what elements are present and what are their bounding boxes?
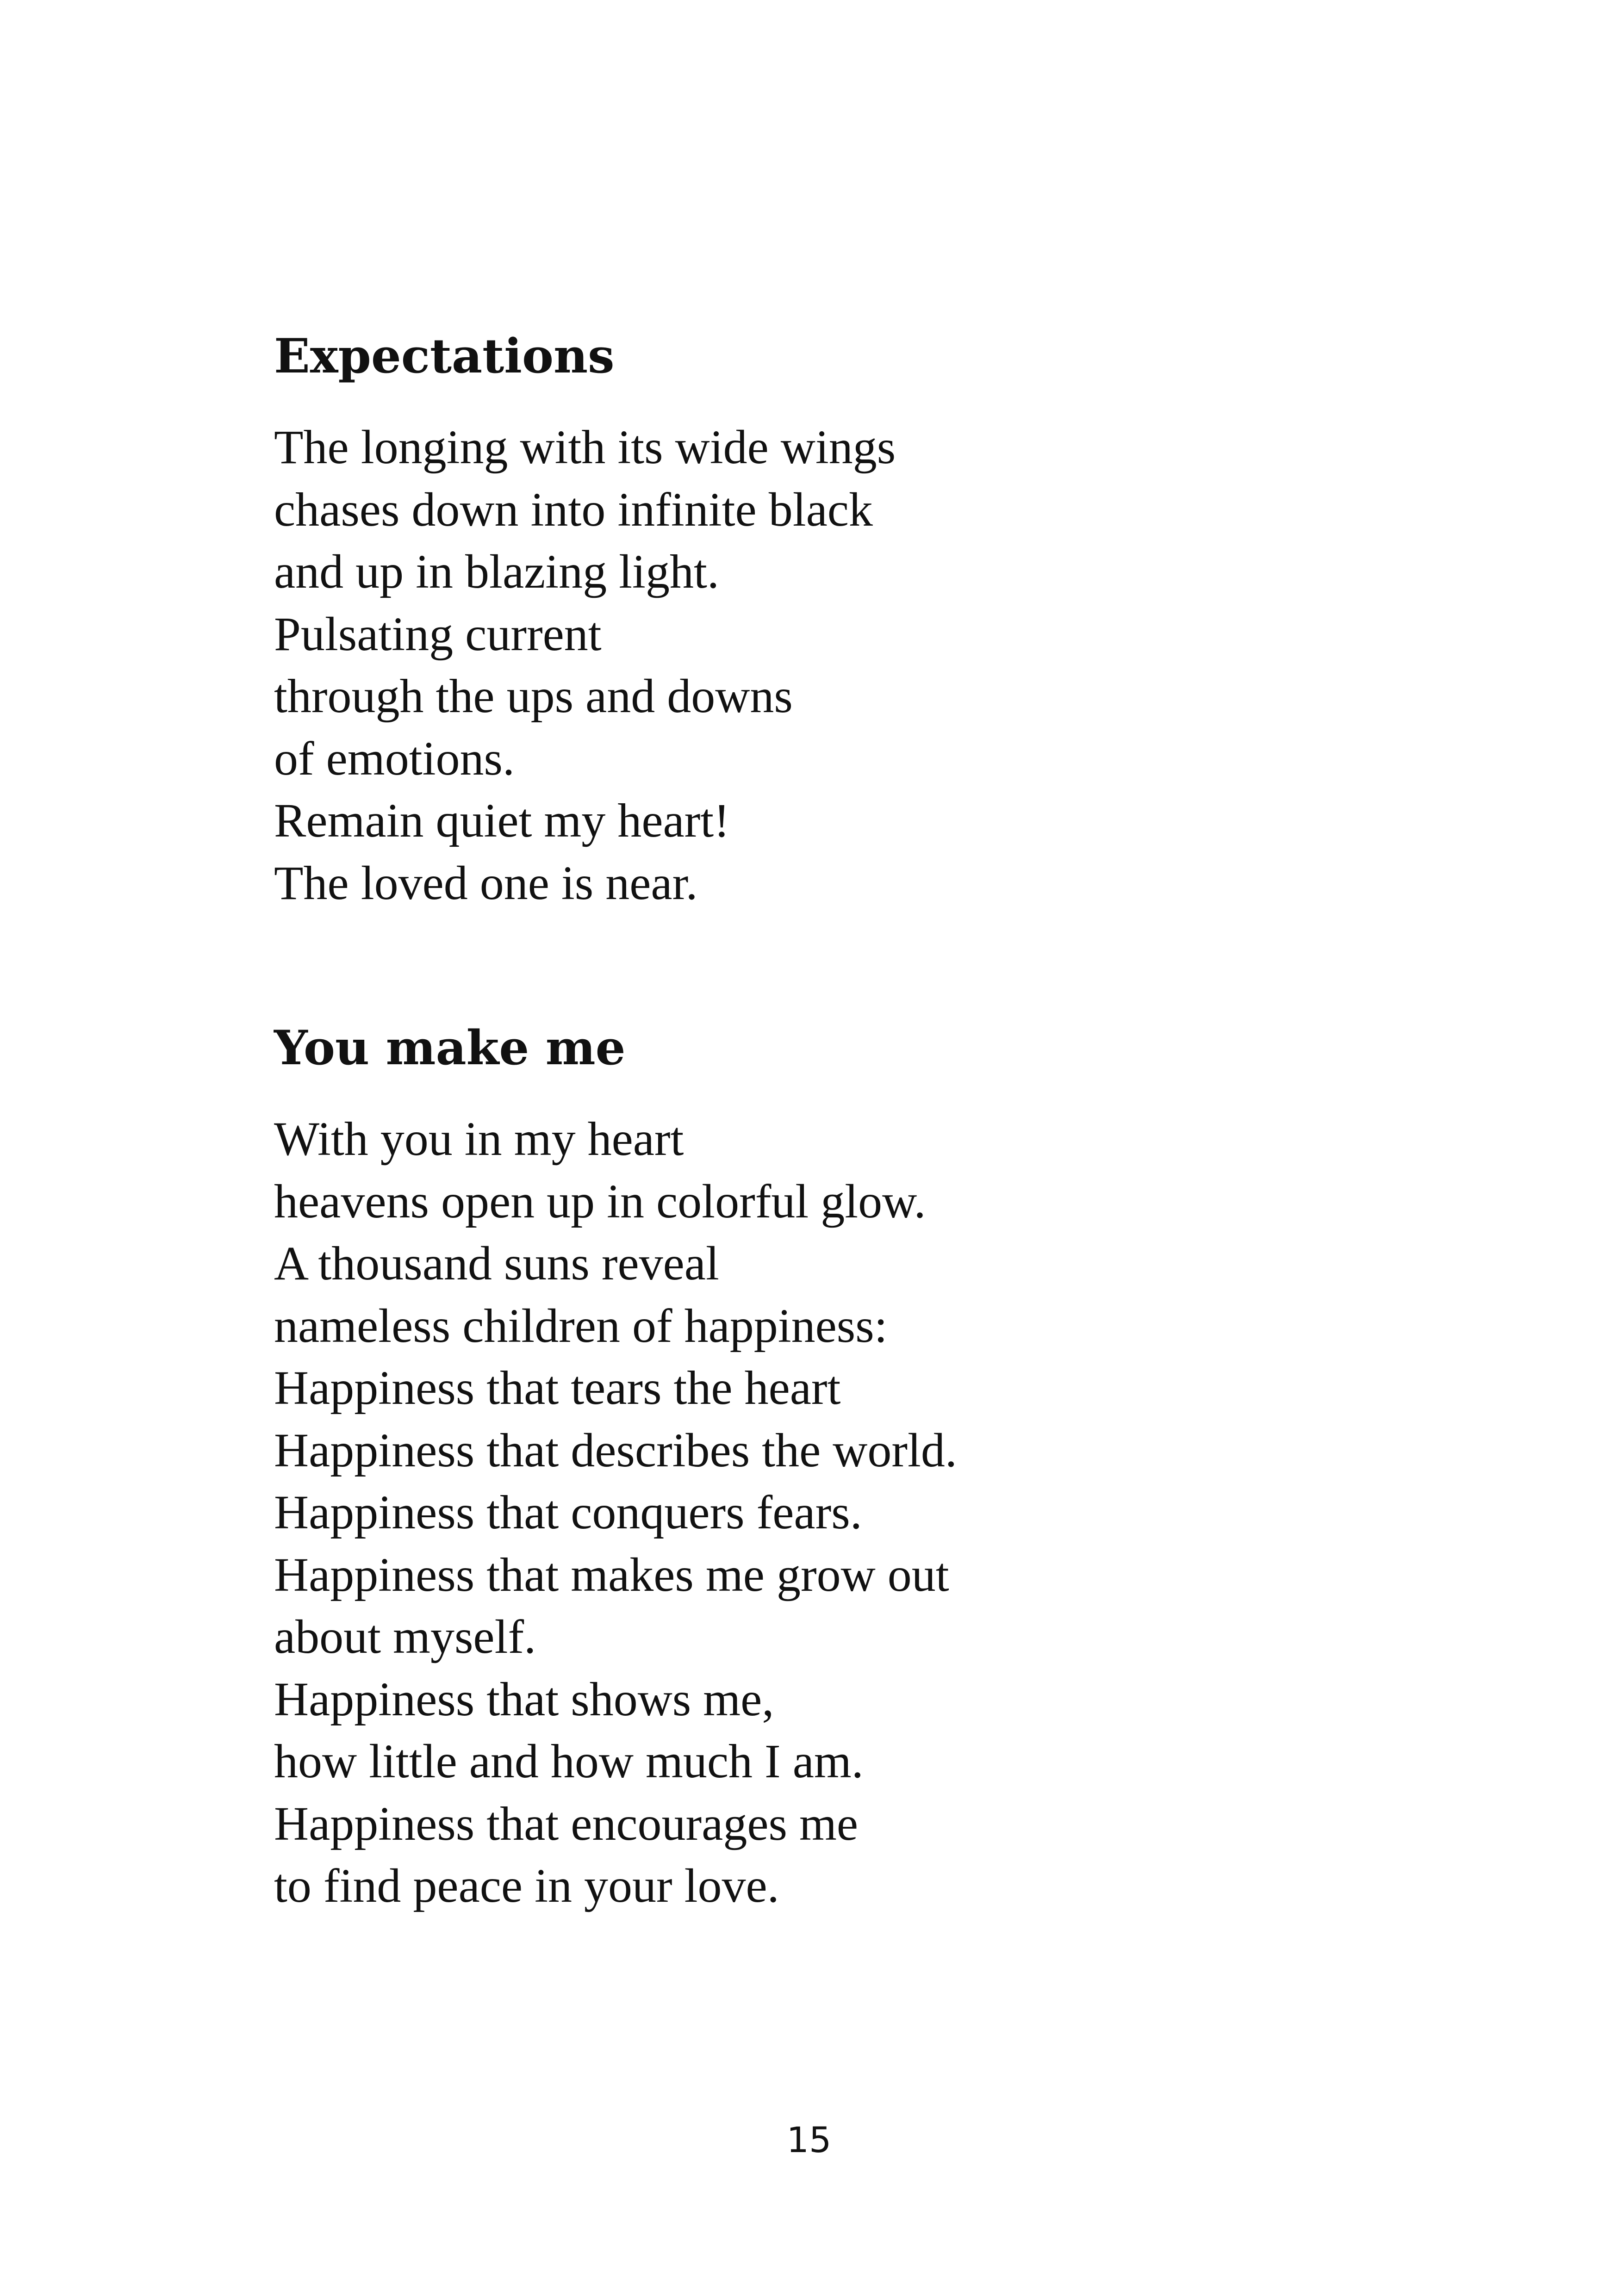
poem-line: The loved one is near.: [274, 856, 698, 910]
poem-line: heavens open up in colorful glow.: [274, 1174, 926, 1228]
poem-line: chases down into infinite black: [274, 483, 873, 536]
poem-line: Happiness that shows me,: [274, 1672, 774, 1726]
poem-line: With you in my heart: [274, 1112, 684, 1166]
poem-line: Happiness that tears the heart: [274, 1361, 841, 1415]
poem-line: how little and how much I am.: [274, 1735, 864, 1788]
poem-line: Happiness that makes me grow out: [274, 1548, 949, 1601]
poem-body: [274, 1108, 1477, 1917]
poem-line: Remain quiet my heart!: [274, 794, 730, 847]
poem-line: Pulsating current: [274, 607, 602, 661]
poem-expectations: [274, 324, 1477, 914]
poem-line: Happiness that conquers fears.: [274, 1486, 862, 1539]
poem-title: You make me: [274, 1020, 626, 1076]
poem-you-make-me: [274, 1016, 1477, 1917]
poem-title: Expectations: [274, 329, 615, 384]
poem-line: Happiness that describes the world.: [274, 1423, 957, 1477]
poem-line: Happiness that encourages me: [274, 1797, 859, 1850]
poem-line: to find peace in your love.: [274, 1859, 779, 1912]
poem-line: and up in blazing light.: [274, 545, 719, 598]
poem-body: [274, 416, 1477, 914]
poem-line: through the ups and downs: [274, 670, 793, 723]
poem-line: A thousand suns reveal: [274, 1237, 719, 1290]
page-number: 15: [786, 2119, 832, 2160]
poem-line: of emotions.: [274, 732, 515, 785]
poem-line: The longing with its wide wings: [274, 421, 896, 474]
poem-line: nameless children of happiness:: [274, 1299, 888, 1353]
poem-line: about myself.: [274, 1610, 536, 1663]
